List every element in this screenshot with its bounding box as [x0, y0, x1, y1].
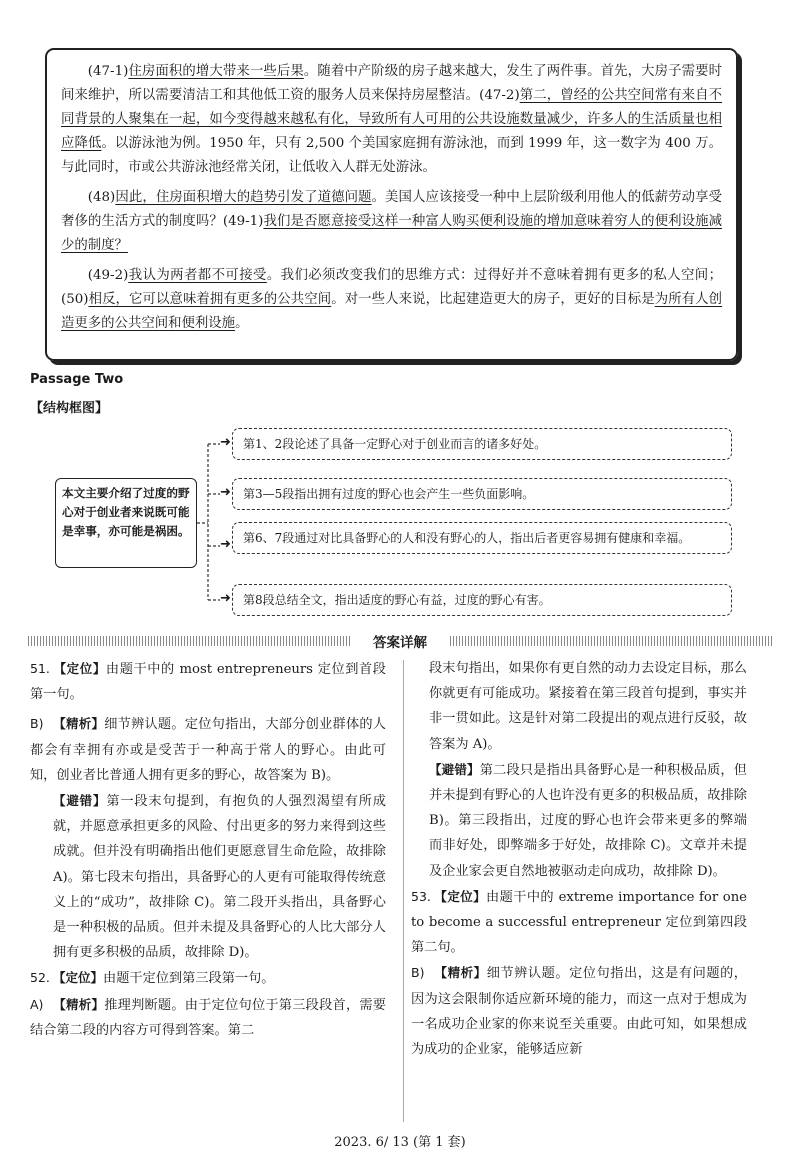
plain-text: 。 — [235, 316, 249, 331]
explanation-text: 由题干中的 most entrepreneurs 定位到首段第一句。 — [30, 662, 386, 703]
sentence-marker: (49-2) — [87, 268, 129, 283]
underlined-sentence: 为所有人创造更多的公共空间和便利设施 — [61, 292, 723, 331]
tag-avoid-error: 【避错】 — [429, 761, 480, 777]
answer-letter: A) — [30, 996, 44, 1012]
explanation-text: 细节辨认题。定位句指出，大部分创业群体的人都会有幸拥有亦或是受苦于一种高于常人的野心。由此可知，创业者比普通人拥有更多的野心，故答案为 B)。 — [30, 717, 386, 783]
answer-section-title: 答案详解 — [360, 631, 440, 651]
passage-two-heading: Passage Two — [30, 372, 124, 387]
underlined-sentence: 我们是否愿意接受这样一种富人购买便利设施的增加意味着穷人的便利设施减少的制度？ — [61, 214, 723, 253]
q51-distractors — [30, 788, 386, 965]
plain-text: 。随着中产阶级的房子越来越大，发生了两件事。首先，大房子需要时间来维护，所以需要清洁工和其他低工资的服务人员来保持房屋整洁。(47-2) — [61, 64, 722, 103]
explanation-text: 推理判断题。由于定位句位于第三段段首，需要结合第二段的内容方可得到答案。第二 — [30, 997, 386, 1038]
diagram-connector-lines — [196, 430, 236, 610]
q52-distractors — [411, 757, 747, 884]
tag-location: 【定位】 — [53, 661, 106, 676]
answer-section-divider — [28, 633, 772, 649]
q52-analysis-continued — [411, 656, 747, 757]
translation-paragraph-3 — [61, 264, 722, 336]
translation-paragraph-2 — [61, 186, 722, 258]
plain-text: 。以游泳池为例。1950 年，只有 2,500 个美国家庭拥有游泳池，而到 1999 年，这一数字为 400 万。与此同时，市或公共游泳池经常关闭，让低收入人群无处游泳。 — [61, 136, 723, 175]
arrow-right-icon: ➜ — [220, 591, 231, 606]
translation-paragraph-1 — [61, 60, 722, 180]
q51-location — [30, 656, 386, 707]
page-footer: 2023. 6/ 13 (第 1 套) — [334, 1135, 466, 1150]
q52-location — [30, 965, 386, 991]
diagram-node-2: 第3—5段指出拥有过度的野心也会产生一些负面影响。 — [232, 478, 732, 510]
arrow-right-icon: ➜ — [220, 485, 231, 500]
explanation-text: 细节辨认题。定位句指出，这是有问题的，因为这会限制你适应新环境的能力，而这一点对于想成为一名成功企业家的你来说至关重要。由此可知，如果想成为成功的企业家，能够适应新 — [411, 966, 747, 1058]
underlined-sentence: 我认为两者都不可接受 — [128, 268, 267, 283]
plain-text: 。我们必须改变我们的思维方式：过得好并不意味着拥有更多的私人空间；(50) — [61, 268, 723, 307]
underlined-sentence: 住房面积的增大带来一些后果 — [128, 64, 304, 79]
passage-one-translation-box — [45, 48, 738, 361]
answer-letter: B) — [411, 965, 425, 981]
q51-analysis — [30, 711, 386, 788]
diagram-node-3: 第6、7段通过对比具备野心的人和没有野心的人，指出后者更容易拥有健康和幸福。 — [232, 522, 732, 554]
explanation-text: 第一段末句提到，有抱负的人强烈渴望有所成就，并愿意承担更多的风险、付出更多的努力来得到这些成就。但并没有明确指出他们更愿意冒生命危险，故排除 A)。第七段末句指出，具备野心的人更有可能取得传统意义上的“成功”，故排除 C)。第二段开头指出，具备野心是一种积极的品质。但并未提及具备野心的人比大部分人拥有更多积极的品质，故排除 D)。 — [53, 794, 386, 961]
arrow-right-icon: ➜ — [220, 435, 231, 450]
structure-diagram-heading: 【结构框图】 — [30, 401, 109, 416]
sentence-marker: (47-1) — [87, 64, 129, 79]
answer-letter: B) — [30, 716, 44, 732]
explanation-text: 第二段只是指出具备野心是一种积极品质，但并未提到有野心的人也许没有更多的积极品质，故排除 B)。第三段指出，过度的野心也许会带来更多的弊端而非好处，即弊端多于好处，故排除 C)。文章并未提及企业家会更自然地被驱动走向成功，故排除 D)。 — [429, 762, 747, 879]
question-number: 52. — [30, 970, 50, 986]
question-number: 51. — [30, 661, 50, 676]
diagram-root-summary: 本文主要介绍了过度的野心对于创业者来说既可能是幸事，亦可能是祸困。 — [55, 478, 197, 568]
tag-location: 【定位】 — [434, 888, 487, 904]
underlined-sentence: 相反，它可以意味着拥有更多的公共空间 — [88, 292, 332, 307]
decorative-stripe — [450, 636, 772, 646]
tag-analysis: 【精析】 — [434, 965, 487, 981]
q53-location — [411, 884, 747, 961]
answers-right-column — [411, 656, 747, 1062]
explanation-text: 由题干定位到第三段第一句。 — [103, 971, 275, 987]
question-number: 53. — [411, 888, 431, 904]
arrow-right-icon: ➜ — [220, 537, 231, 552]
diagram-node-4: 第8段总结全文，指出适度的野心有益，过度的野心有害。 — [232, 584, 732, 616]
underlined-sentence: 第二，曾经的公共空间常有来自不同背景的人聚集在一起，如今变得越来越私有化，导致所有人可用的公共设施数量减少，许多人的生活质量也相应降低 — [61, 88, 722, 151]
explanation-text: 段末句指出，如果你有更自然的动力去设定目标，那么你就更有可能成功。紧接着在第三段首句提到，事实并非一贯如此。这是针对第二段提出的观点进行反驳，故答案为 A)。 — [429, 661, 747, 752]
underlined-sentence: 因此，住房面积增大的趋势引发了道德问题 — [115, 190, 372, 205]
tag-analysis: 【精析】 — [53, 996, 105, 1012]
column-divider — [403, 660, 404, 1122]
explanation-text: 由题干中的 extreme importance for one to become a successful entrepreneur 定位到第四段第二句。 — [411, 889, 747, 956]
q53-analysis — [411, 960, 747, 1062]
decorative-stripe — [28, 636, 350, 646]
q52-analysis — [30, 992, 386, 1043]
tag-analysis: 【精析】 — [53, 716, 105, 732]
tag-avoid-error: 【避错】 — [53, 793, 107, 809]
answers-left-column — [30, 656, 386, 1043]
plain-text: 。对一些人来说，比起建造更大的房子，更好的目标是 — [331, 292, 655, 307]
sentence-marker: (48) — [87, 190, 116, 205]
diagram-node-1: 第1、2段论述了具备一定野心对于创业而言的诸多好处。 — [232, 428, 732, 460]
plain-text: 。美国人应该接受一种中上层阶级利用他人的低薪劳动享受奢侈的生活方式的制度吗？(49-1) — [61, 190, 723, 229]
tag-location: 【定位】 — [53, 970, 104, 986]
